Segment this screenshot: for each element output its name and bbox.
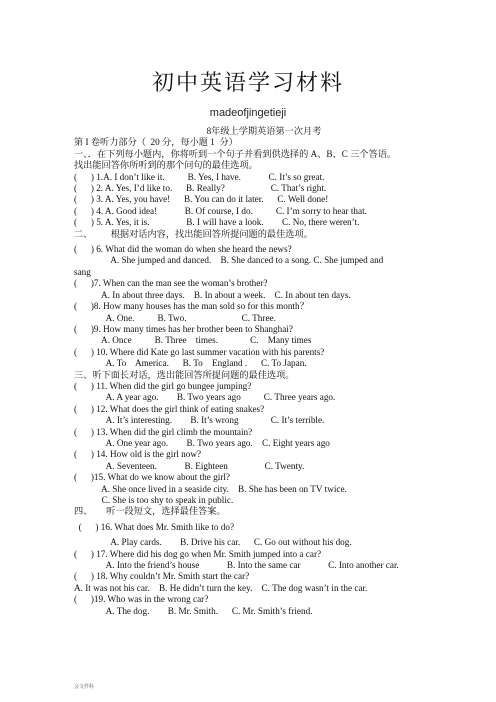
question-line: ( )15. What do we know about the girl? xyxy=(74,472,230,483)
question-line: ( ) 18. Why couldn’t Mr. Smith start the car? xyxy=(74,571,250,582)
question-line: ( ) 12. What does the girl think of eating snakes? xyxy=(74,403,265,414)
question-line: ( ) 2. A. Yes, I’d like to. B. Really? C. That’s right. xyxy=(74,183,327,194)
question-line: ( ) 14. How old is the girl now? xyxy=(74,449,202,460)
question-line: ( ) 3. A. Yes, you have! B. You can do it later. C. Well done! xyxy=(74,194,329,205)
answer-options: A. The dog. B. Mr. Smith. C. Mr. Smith’s friend. xyxy=(74,605,313,616)
question-line: ( ) 4. A. Good idea! B. Of course, I do. C. I’m sorry to hear that. xyxy=(74,205,367,216)
answer-options: A. Play cards. B. Drive his car. C. Go out without his dog. xyxy=(74,537,352,548)
document-subtitle: madeofjingetieji xyxy=(209,107,287,119)
answer-options: A. It’s interesting. B. It’s wrong C. It’s terrible. xyxy=(74,415,325,426)
question-line: ( ) 1.A. I don’t like it. B. Yes, I have. C. It’s so great. xyxy=(74,171,325,182)
answer-options: A. In about three days. B. In about a week. C. In about ten days. xyxy=(74,289,351,300)
section-two-heading: 二、 根据对话内容，找出能回答所提问题的最佳选项。 xyxy=(74,228,313,239)
question-line: ( ) 11. When did the girl go bungee jumping? xyxy=(74,380,252,391)
question-line: ( )7. When can the man see the woman’s brother? xyxy=(74,278,268,289)
section-one-instruction: 找出能回答你所听到的那个问句的最佳选项。 xyxy=(74,160,258,171)
section-three-heading: 三、听下面长对话，选出能回答所提问题的最佳选项。 xyxy=(74,369,295,380)
question-line: ( ) 16. What does Mr. Smith like to do? xyxy=(74,521,235,532)
part-one-heading: 第 I 卷听力部分（ 20 分，每小题 1 分） xyxy=(74,137,238,148)
document-body xyxy=(74,126,454,617)
question-line: ( )9. How many times has her brother been to Shanghai? xyxy=(74,323,293,334)
question-line: ( ) 10. Where did Kate go last summer vacation with his parents? xyxy=(74,346,325,357)
question-line: ( ) 6. What did the woman do when she heard the news? xyxy=(74,244,292,255)
answer-options: C. She is too shy to speak in public. xyxy=(74,495,234,505)
question-line: ( )8. How many houses has the man sold so for this month？ xyxy=(74,301,309,312)
section-one-instruction: 一、．在下列每小题内，你将听到一个句子并看到供选择的 A、B、C 三个答语。 xyxy=(74,148,397,159)
answer-options: A. A year ago. B. Two years ago C. Three years ago. xyxy=(74,392,336,403)
answer-options: A. One. B. Two. C. Three. xyxy=(74,312,276,323)
answer-options: A. Once B. Three times. C. Many times xyxy=(74,335,312,346)
answer-options: A. She jumped and danced. B. She danced to a song. C. She jumped and xyxy=(74,255,384,266)
question-line: ( )19. Who was in the wrong car? xyxy=(74,594,209,605)
answer-options: A. It was not his car. B. He didn’t turn the key. C. The dog wasn’t in the car. xyxy=(74,582,368,593)
answer-options: A. Into the friend’s house B. Into the same car C. Into another car. xyxy=(74,560,399,571)
exam-heading: 8年级上学期英语第一次月考 xyxy=(206,126,322,136)
answer-options: A. To America. B. To England . C. To Japan. xyxy=(74,358,307,369)
answer-options: sang xyxy=(74,266,91,277)
footer-mark: 会文件科 xyxy=(74,684,95,690)
question-line: ( ) 5. A. Yes, it is. B. I will have a look. C. No, there weren’t. xyxy=(74,217,360,228)
answer-options: A. Seventeen. B. Eighteen C. Twenty. xyxy=(74,460,305,471)
question-line: ( ) 17. Where did his dog go when Mr. Smith jumped into a car? xyxy=(74,548,322,559)
question-line: ( ) 13. When did the girl climb the mountain? xyxy=(74,426,253,437)
answer-options: A. One year ago. B. Two years ago. C. Eight years ago xyxy=(74,437,330,448)
document-title: 初中英语学习材料 xyxy=(151,71,344,96)
answer-options: A. She once lived in a seaside city. B. She has been on TV twice. xyxy=(74,483,347,494)
section-four-heading: 四、 听一段短文，选择最佳答案。 xyxy=(74,506,226,517)
